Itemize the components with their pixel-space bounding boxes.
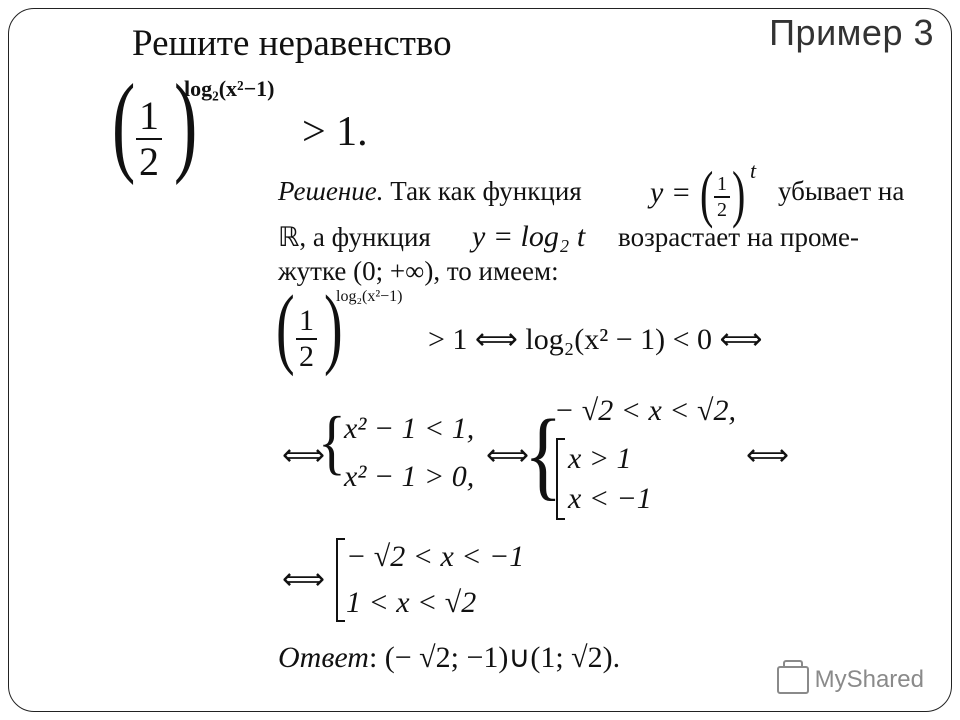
- iff-4: ⟺: [282, 563, 326, 596]
- solution-line-2-end: возрастает на проме-: [618, 222, 860, 252]
- step-1-rhs: > 1 ⟺ log₂(x² − 1) < 0 ⟺: [428, 323, 763, 356]
- problem-exponent: log₂(x²−1): [184, 76, 275, 101]
- iff-1: ⟺: [282, 439, 326, 472]
- function-2: y = log₂ t: [472, 220, 586, 253]
- step-1: ( $\frac{1}{2}$ ) log₂(x²−1) > 1 ⟺ log₂(x² − 1) < 0 ⟺: [276, 278, 763, 378]
- union-set: − √2 < x < −1 1 < x < √2: [336, 534, 556, 624]
- problem-inequality: ( $\frac{1}{2}$ ) log₂(x²−1) > 1.: [112, 63, 368, 187]
- iff-3: ⟺: [746, 439, 790, 472]
- solution-line-1: Решение. Так как функция: [278, 176, 582, 206]
- solution-line-3: жутке (0; +∞), то имеем:: [278, 256, 559, 286]
- solution-line-2: ℝ, а функция: [278, 222, 431, 252]
- myshared-watermark: MyShared: [777, 666, 924, 694]
- function-1: y = ( $\frac{1}{2}$ ) t: [650, 157, 757, 230]
- system-1: { x² − 1 < 1, x² − 1 > 0,: [318, 400, 475, 493]
- answer: Ответ: (− √2; −1)∪(1; √2).: [278, 641, 621, 674]
- problem-heading: Решите неравенство: [132, 23, 452, 64]
- system-2: { − √2 < x < √2, x > 1 x < −1: [524, 386, 764, 526]
- presentation-icon: [777, 666, 809, 694]
- problem-rhs: > 1.: [302, 109, 368, 155]
- solution-line-1-end: убывает на: [778, 176, 905, 206]
- iff-2: ⟺: [486, 439, 530, 472]
- slide-title: Пример 3: [769, 12, 934, 53]
- problem-fraction: $\frac{1}{2}$: [136, 96, 162, 182]
